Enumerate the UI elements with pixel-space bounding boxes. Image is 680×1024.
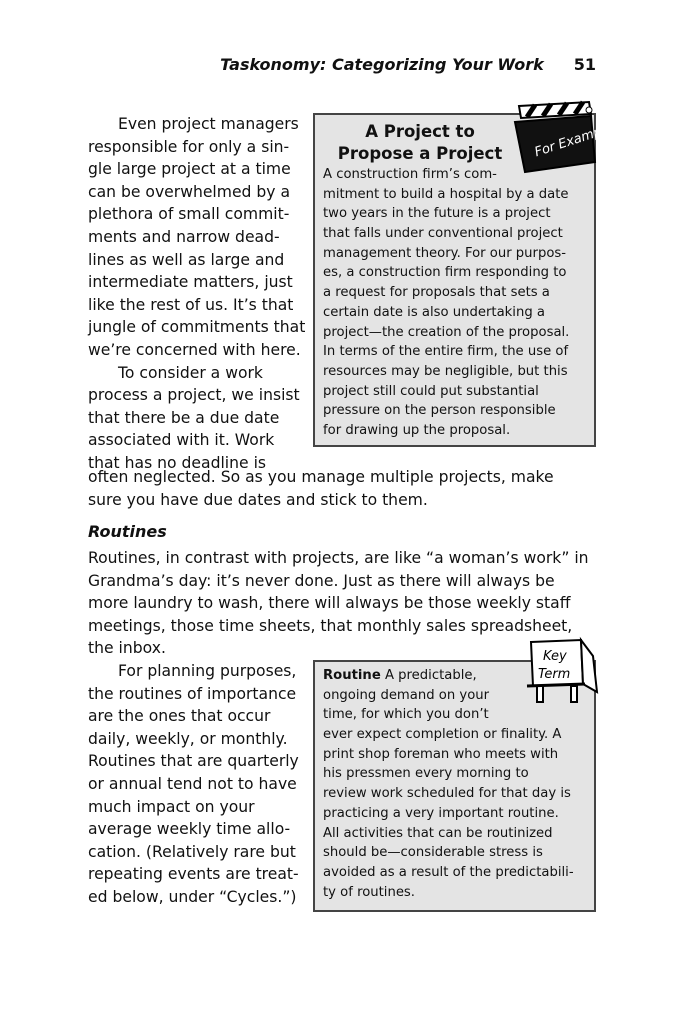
text-line: often neglected. So as you manage multiple projects, make — [88, 468, 554, 486]
text-line: lines as well as large and — [88, 250, 285, 269]
text-line: process a project, we insist — [88, 386, 300, 405]
text-line: gle large project at a time — [88, 160, 291, 179]
text-line: a request for proposals that sets a — [323, 285, 550, 301]
text-line: All activities that can be routinized — [323, 825, 553, 841]
running-header — [220, 55, 596, 74]
text-line: we’re concerned with here. — [88, 340, 301, 359]
text-line: are the ones that occur — [88, 707, 271, 726]
page-number: 51 — [573, 55, 596, 74]
text-line: more laundry to wash, there will always be those weekly staff — [88, 594, 571, 613]
icon-label-term: Term — [538, 667, 571, 682]
text-line: meetings, those time sheets, that monthly sales spreadsheet, — [88, 616, 573, 635]
text-line: Grandma’s day: it’s never done. Just as there will always be — [88, 571, 555, 590]
title-line: A Project to — [365, 122, 475, 141]
text-line: associated with it. Work — [88, 431, 275, 450]
text-line: ments and narrow dead- — [88, 227, 280, 246]
text-line: average weekly time allo- — [88, 820, 291, 839]
text-line: project still could put substantial — [323, 383, 539, 399]
text-line: jungle of commitments that — [88, 318, 306, 337]
text-line: or annual tend not to have — [88, 774, 297, 793]
body-full-1 — [88, 466, 554, 511]
text-line: for drawing up the proposal. — [323, 422, 511, 438]
sidebar-text — [323, 165, 569, 441]
sidebar-title — [315, 121, 525, 165]
body-column-1 — [88, 113, 305, 475]
text-line: ever expect completion or finality. A — [323, 727, 562, 743]
running-title: Taskonomy: Categorizing Your Work — [220, 55, 544, 74]
text-line: repeating events are treat- — [88, 865, 299, 884]
text-line: For planning purposes, — [118, 662, 297, 680]
text-line: should be—considerable stress is — [323, 845, 543, 861]
text-line: two years in the future is a project — [323, 206, 551, 222]
easel-key-term-icon — [523, 636, 599, 708]
text-line: can be overwhelmed by a — [88, 182, 291, 201]
text-line: certain date is also undertaking a — [323, 304, 545, 320]
icon-label: For Example — [532, 120, 615, 161]
text-line: time, for which you don’t — [323, 707, 489, 723]
text-line: that has no deadline is — [88, 453, 267, 472]
text-line: daily, weekly, or monthly. — [88, 729, 288, 748]
text-line: the routines of importance — [88, 684, 297, 703]
text-line: In terms of the entire firm, the use of — [323, 344, 569, 360]
text-line: management theory. For our purpos- — [323, 245, 567, 261]
text-line: A construction firm’s com- — [323, 167, 497, 182]
text-line: pressure on the person responsible — [323, 403, 556, 419]
text-line: ongoing demand on your — [323, 687, 490, 703]
text-line: To consider a work — [118, 363, 263, 382]
text-line: intermediate matters, just — [88, 273, 293, 292]
text-line: avoided as a result of the predictabili- — [323, 864, 574, 880]
text-line: sure you have due dates and stick to them. — [88, 490, 428, 509]
text-line: mitment to build a hospital by a date — [323, 186, 569, 202]
text-line: responsible for only a sin- — [88, 137, 290, 156]
text-line: print shop foreman who meets with — [323, 746, 559, 762]
text-line: resources may be negligible, but this — [323, 363, 568, 379]
clapperboard-for-example-icon — [505, 98, 615, 178]
definition-start: A predictable, — [380, 668, 477, 683]
icon-label-key: Key — [543, 649, 567, 664]
text-line: ty of routines. — [323, 884, 415, 900]
text-line: that falls under conventional project — [323, 226, 563, 242]
text-line: Routines, in contrast with projects, are like “a woman’s work” in — [88, 549, 589, 567]
text-line: like the rest of us. It’s that — [88, 295, 294, 314]
text-line: Even project managers — [118, 115, 299, 133]
text-line: review work scheduled for that day is — [323, 786, 571, 802]
text-line: practicing a very important routine. — [323, 805, 559, 821]
text-line: cation. (Relatively rare but — [88, 842, 296, 861]
text-line: his pressmen every morning to — [323, 766, 529, 782]
text-line: es, a construction firm responding to — [323, 265, 567, 281]
text-line: that there be a due date — [88, 408, 280, 427]
body-full-2 — [88, 547, 589, 660]
term: Routine — [323, 668, 381, 683]
body-column-2 — [88, 660, 299, 909]
text-line: ed below, under “Cycles.”) — [88, 887, 297, 906]
text-line: plethora of small commit- — [88, 205, 290, 224]
text-line: the inbox. — [88, 639, 166, 658]
title-line: Propose a Project — [337, 144, 503, 163]
section-heading: Routines — [88, 522, 167, 541]
text-line: project—the creation of the proposal. — [323, 324, 570, 340]
text-line: much impact on your — [88, 797, 255, 816]
text-line: Routines that are quarterly — [88, 752, 299, 771]
